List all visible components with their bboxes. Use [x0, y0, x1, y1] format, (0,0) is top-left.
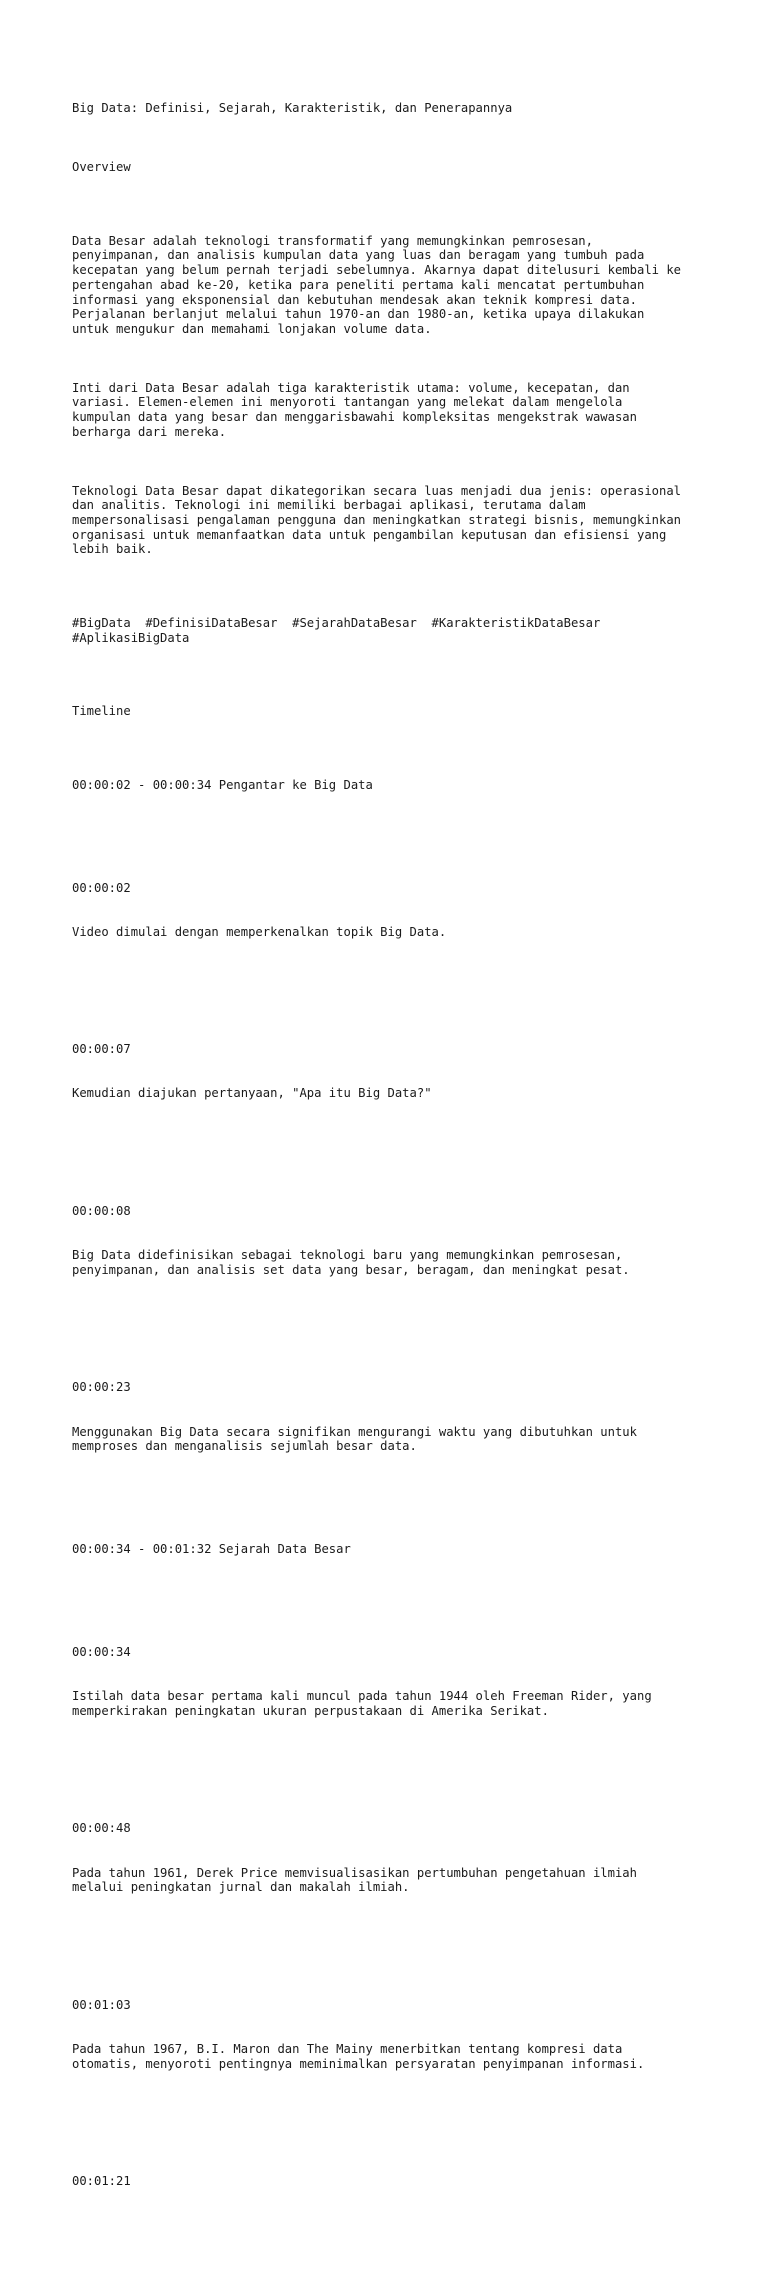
overview-paragraph-1: Data Besar adalah teknologi transformatif yang memungkinkan pemrosesan, penyimpanan, dan analisis kumpulan data yang luas dan beragam yang tumbuh pada kecepatan yang belum pernah terjadi sebelumnya. Akarnya dapat ditelusuri kembali ke pertengahan abad ke-20, ketika para peneliti pertama kali mencatat pertumbuhan informasi yang eksponensial dan kebutuhan mendesak akan teknik kompresi data. Perjalanan berlanjut melalui tahun 1970-an dan 1980-an, ketika upaya dilakukan untuk mengukur dan memahami lonjakan volume data.	[72, 233, 682, 336]
timeline-entry	[72, 1792, 708, 1924]
timeline-entry	[72, 1616, 708, 1748]
timeline-section-heading-2: 00:00:34 - 00:01:32 Sejarah Data Besar	[72, 1542, 351, 1557]
timeline-entry-text: Pada tahun 1967, B.I. Maron dan The Mainy menerbitkan tentang kompresi data otomatis, menyoroti pentingnya meminimalkan persyaratan penyimpanan informasi.	[72, 2041, 645, 2071]
timeline-entry	[72, 1175, 708, 1307]
overview-paragraph-2: Inti dari Data Besar adalah tiga karakteristik utama: volume, kecepatan, dan variasi. Elemen-elemen ini menyoroti tantangan yang melekat dalam mengelola kumpulan data yang besar dan menggarisbawahi kompleksitas mengekstrak wawasan berharga dari mereka.	[72, 380, 637, 439]
hashtags: #BigData #DefinisiDataBesar #SejarahDataBesar #KarakteristikDataBesar #AplikasiBigData	[72, 615, 601, 645]
timeline-entry-text: Video dimulai dengan memperkenalkan topik Big Data.	[72, 924, 447, 939]
overview-heading: Overview	[72, 160, 131, 175]
timeline-entry-time: 00:00:02	[72, 880, 131, 895]
timeline-entry-time: 00:01:21	[72, 2174, 131, 2189]
timeline-entry-text: Big Data didefinisikan sebagai teknologi baru yang memungkinkan pemrosesan, penyimpanan, dan analisis set data yang besar, beragam, dan meningkat pesat.	[72, 1248, 630, 1277]
timeline-entry	[72, 1351, 708, 1483]
document-title: Big Data: Definisi, Sejarah, Karakteristik, dan Penerapannya	[72, 101, 513, 116]
timeline-entry-text: Istilah data besar pertama kali muncul pada tahun 1944 oleh Freeman Rider, yang memperkirakan peningkatan ukuran perpustakaan di Amerika Serikat.	[72, 1689, 652, 1718]
timeline-entry	[72, 1968, 708, 2100]
timeline-entry-text: Menggunakan Big Data secara signifikan mengurangi waktu yang dibutuhkan untuk memproses dan menganalisis sejumlah besar data.	[72, 1424, 637, 1454]
overview-paragraph-3: Teknologi Data Besar dapat dikategorikan secara luas menjadi dua jenis: operasional dan analitis. Teknologi ini memiliki berbagai aplikasi, terutama dalam mempersonalisasi pengalaman pengguna dan meningkatkan strategi bisnis, memungkinkan organisasi untuk memanfaatkan data untuk pengambilan keputusan dan efisiensi yang lebih baik.	[72, 483, 682, 557]
timeline-entry-text: Pada tahun 1961, Derek Price memvisualisasikan pertumbuhan pengetahuan ilmiah melalui peningkatan jurnal dan makalah ilmiah.	[72, 1865, 637, 1895]
timeline-entry-time: 00:00:34	[72, 1645, 131, 1660]
timeline-entry	[72, 2145, 708, 2248]
timeline-entry-time: 00:00:08	[72, 1203, 131, 1218]
timeline-heading: Timeline	[72, 704, 131, 719]
timeline-section-heading-1: 00:00:02 - 00:00:34 Pengantar ke Big Data	[72, 777, 373, 792]
timeline-entry-time: 00:00:48	[72, 1821, 131, 1836]
timeline-entry-time: 00:00:07	[72, 1042, 131, 1057]
timeline-entry-text: Kemudian diajukan pertanyaan, "Apa itu Big Data?"	[72, 1086, 432, 1101]
timeline-entry	[72, 1013, 708, 1131]
timeline-entry-time: 00:00:23	[72, 1380, 131, 1395]
timeline-entry	[72, 851, 708, 969]
timeline-entry-time: 00:01:03	[72, 1997, 131, 2012]
